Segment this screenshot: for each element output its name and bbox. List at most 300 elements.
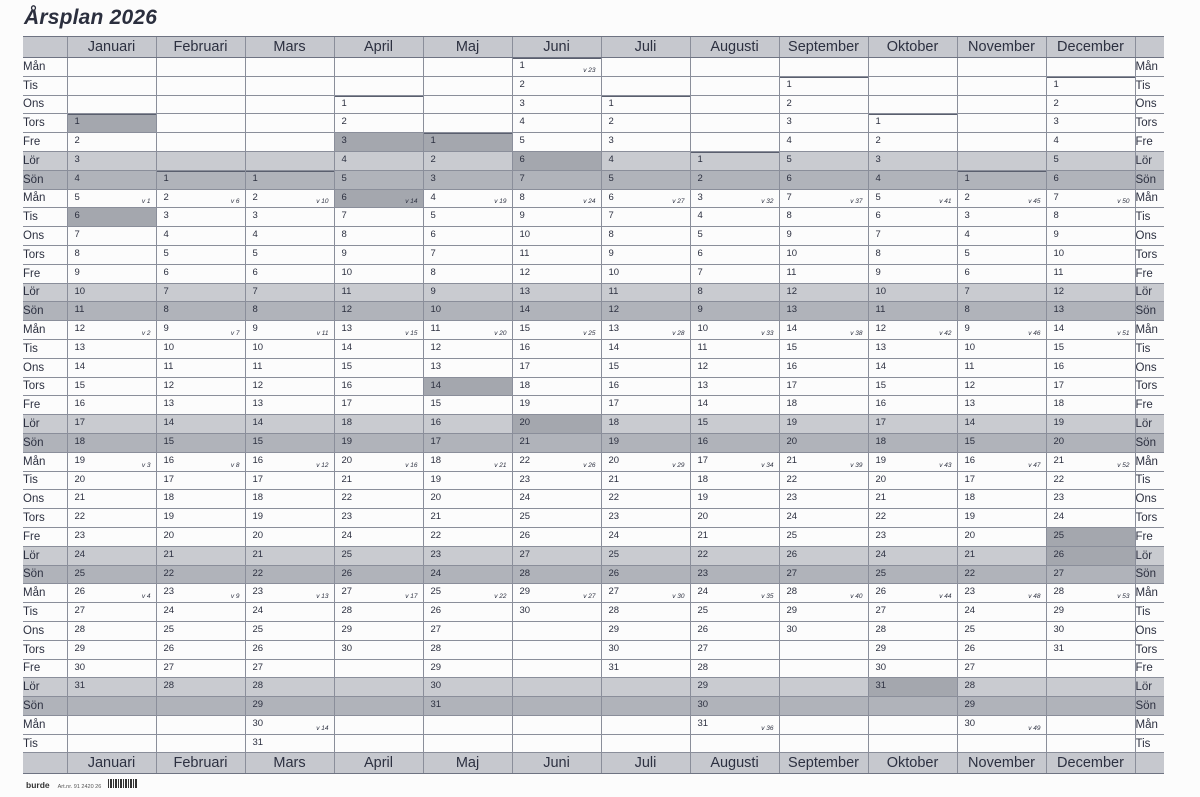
- day-cell: [957, 358, 1046, 377]
- day-number: 30: [430, 680, 442, 692]
- day-number: 4: [74, 172, 80, 184]
- day-cell: [779, 321, 868, 340]
- week-number: v 20: [494, 329, 507, 337]
- day-cell: [779, 584, 868, 603]
- day-cell: [601, 715, 690, 734]
- day-number: 23: [608, 511, 620, 523]
- day-number: 4: [519, 116, 525, 128]
- day-cell: [601, 415, 690, 434]
- week-number: v 30: [672, 593, 685, 601]
- day-cell: [601, 527, 690, 546]
- day-cell: [67, 715, 156, 734]
- weekday-label: Sön: [23, 433, 67, 452]
- day-cell: [957, 715, 1046, 734]
- day-number: 9: [964, 323, 970, 335]
- day-cell: [512, 715, 601, 734]
- day-cell: [423, 415, 512, 434]
- day-number: 15: [74, 379, 86, 391]
- week-number: v 17: [405, 593, 418, 601]
- day-cell: [67, 358, 156, 377]
- day-number: 8: [875, 247, 881, 259]
- day-cell: [156, 527, 245, 546]
- day-cell: [423, 659, 512, 678]
- day-cell: [245, 734, 334, 753]
- day-cell: [690, 76, 779, 95]
- week-number: v 32: [761, 198, 774, 206]
- day-number: 3: [1053, 116, 1059, 128]
- weekday-label: Mån: [1135, 584, 1164, 603]
- day-number: 3: [519, 97, 525, 109]
- day-number: 5: [519, 135, 525, 147]
- weekday-label: Tors: [1135, 114, 1164, 133]
- weekday-label: Tis: [23, 603, 67, 622]
- week-number: v 41: [939, 198, 952, 206]
- day-cell: [156, 245, 245, 264]
- day-number: 1: [964, 172, 970, 184]
- week-number: v 50: [1117, 198, 1130, 206]
- day-number: 19: [608, 435, 620, 447]
- day-cell: [67, 415, 156, 434]
- day-number: 27: [430, 623, 442, 635]
- day-cell: [423, 603, 512, 622]
- day-cell: [67, 734, 156, 753]
- day-number: 21: [430, 511, 442, 523]
- day-cell: [601, 227, 690, 246]
- day-cell: [957, 584, 1046, 603]
- day-number: 7: [519, 172, 525, 184]
- day-cell: [601, 302, 690, 321]
- day-number: 10: [163, 341, 175, 353]
- day-number: 19: [252, 511, 264, 523]
- weekday-label: Mån: [1135, 715, 1164, 734]
- day-number: 28: [608, 605, 620, 617]
- day-number: 24: [1053, 511, 1065, 523]
- day-number: 12: [341, 304, 353, 316]
- month-header: Augusti: [690, 753, 779, 774]
- day-cell: [512, 302, 601, 321]
- day-cell: [601, 283, 690, 302]
- weekday-label: Sön: [1135, 170, 1164, 189]
- weekday-label: Tis: [23, 734, 67, 753]
- day-number: 23: [1053, 492, 1065, 504]
- day-cell: [690, 621, 779, 640]
- day-cell: [156, 433, 245, 452]
- day-cell: [334, 621, 423, 640]
- day-cell: [779, 546, 868, 565]
- day-number: 17: [341, 398, 353, 410]
- day-number: 9: [74, 266, 80, 278]
- day-cell: [690, 321, 779, 340]
- day-cell: [156, 734, 245, 753]
- day-cell: [245, 302, 334, 321]
- day-cell: [334, 490, 423, 509]
- day-cell: [156, 415, 245, 434]
- day-number: 23: [74, 529, 86, 541]
- day-cell: [779, 621, 868, 640]
- weekday-label: Ons: [1135, 490, 1164, 509]
- day-number: 30: [519, 605, 531, 617]
- day-number: 7: [341, 210, 347, 222]
- day-number: 29: [608, 623, 620, 635]
- day-cell: [957, 678, 1046, 697]
- day-cell: [423, 527, 512, 546]
- day-number: 9: [163, 323, 169, 335]
- day-number: 25: [341, 548, 353, 560]
- weekday-label: Lör: [23, 415, 67, 434]
- month-header: Mars: [245, 37, 334, 58]
- day-cell: [1046, 95, 1135, 114]
- day-cell: [690, 189, 779, 208]
- day-number: 25: [1053, 529, 1065, 541]
- day-cell: [1046, 170, 1135, 189]
- day-number: 21: [163, 548, 175, 560]
- day-cell: [67, 640, 156, 659]
- day-cell: [245, 114, 334, 133]
- day-cell: [156, 302, 245, 321]
- day-number: 10: [519, 229, 531, 241]
- day-number: 13: [430, 360, 442, 372]
- day-cell: [67, 659, 156, 678]
- day-cell: [957, 415, 1046, 434]
- day-number: 26: [697, 623, 709, 635]
- day-number: 28: [74, 623, 86, 635]
- day-number: 1: [608, 97, 614, 109]
- day-number: 25: [252, 623, 264, 635]
- page-title: Årsplan 2026: [24, 6, 158, 29]
- calendar-row: [23, 433, 1164, 452]
- day-cell: [512, 95, 601, 114]
- day-cell: [156, 264, 245, 283]
- day-number: 7: [875, 229, 881, 241]
- day-cell: [245, 433, 334, 452]
- day-cell: [957, 603, 1046, 622]
- day-number: 8: [697, 285, 703, 297]
- week-number: v 52: [1117, 461, 1130, 469]
- day-number: 6: [163, 266, 169, 278]
- day-number: 8: [1053, 210, 1059, 222]
- weekday-label: Fre: [1135, 659, 1164, 678]
- day-cell: [868, 433, 957, 452]
- day-cell: [245, 396, 334, 415]
- calendar-row: [23, 339, 1164, 358]
- day-cell: [1046, 358, 1135, 377]
- day-number: 10: [875, 285, 887, 297]
- day-number: 29: [74, 642, 86, 654]
- week-number: v 16: [405, 461, 418, 469]
- day-number: 6: [608, 191, 614, 203]
- day-cell: [779, 227, 868, 246]
- weekday-label: Mån: [23, 584, 67, 603]
- day-number: 13: [74, 341, 86, 353]
- day-number: 16: [74, 398, 86, 410]
- day-cell: [601, 490, 690, 509]
- day-number: 8: [163, 304, 169, 316]
- day-number: 9: [608, 247, 614, 259]
- day-cell: [67, 321, 156, 340]
- day-number: 5: [697, 229, 703, 241]
- day-cell: [601, 339, 690, 358]
- day-cell: [245, 452, 334, 471]
- day-number: 18: [519, 379, 531, 391]
- day-cell: [1046, 245, 1135, 264]
- day-number: 21: [964, 548, 976, 560]
- day-number: 3: [163, 210, 169, 222]
- day-number: 24: [786, 511, 798, 523]
- weekday-label: Sön: [1135, 697, 1164, 716]
- calendar-row: [23, 659, 1164, 678]
- day-number: 21: [608, 473, 620, 485]
- day-number: 6: [697, 247, 703, 259]
- day-number: 2: [430, 153, 436, 165]
- day-cell: [1046, 734, 1135, 753]
- day-cell: [690, 603, 779, 622]
- day-number: 6: [430, 229, 436, 241]
- day-number: 27: [1053, 567, 1065, 579]
- day-number: 1: [875, 116, 881, 128]
- day-cell: [334, 95, 423, 114]
- day-cell: [779, 565, 868, 584]
- day-cell: [512, 377, 601, 396]
- day-cell: [156, 170, 245, 189]
- day-number: 3: [964, 210, 970, 222]
- day-number: 16: [875, 398, 887, 410]
- header-corner: [23, 753, 67, 774]
- day-cell: [156, 678, 245, 697]
- day-number: 10: [341, 266, 353, 278]
- day-number: 25: [875, 567, 887, 579]
- day-cell: [957, 189, 1046, 208]
- calendar-row: [23, 734, 1164, 753]
- day-cell: [423, 133, 512, 152]
- day-number: 17: [74, 417, 86, 429]
- day-cell: [957, 208, 1046, 227]
- day-cell: [957, 377, 1046, 396]
- day-number: 12: [786, 285, 798, 297]
- day-cell: [690, 490, 779, 509]
- day-cell: [512, 321, 601, 340]
- day-cell: [334, 415, 423, 434]
- day-number: 7: [608, 210, 614, 222]
- day-cell: [334, 452, 423, 471]
- weekday-label: Sön: [1135, 302, 1164, 321]
- day-cell: [1046, 151, 1135, 170]
- day-number: 20: [875, 473, 887, 485]
- day-cell: [779, 490, 868, 509]
- day-number: 13: [1053, 304, 1065, 316]
- week-number: v 14: [405, 198, 418, 206]
- day-cell: [779, 471, 868, 490]
- day-cell: [156, 509, 245, 528]
- day-cell: [690, 715, 779, 734]
- day-number: 2: [519, 78, 525, 90]
- day-cell: [423, 377, 512, 396]
- day-number: 19: [1053, 417, 1065, 429]
- day-number: 6: [875, 210, 881, 222]
- day-number: 18: [697, 473, 709, 485]
- day-number: 17: [964, 473, 976, 485]
- day-number: 10: [1053, 247, 1065, 259]
- day-number: 22: [875, 511, 887, 523]
- day-number: 13: [608, 323, 620, 335]
- day-cell: [512, 659, 601, 678]
- day-cell: [868, 358, 957, 377]
- day-cell: [690, 471, 779, 490]
- day-cell: [334, 734, 423, 753]
- day-number: 24: [252, 605, 264, 617]
- day-number: 25: [697, 605, 709, 617]
- day-number: 11: [964, 360, 975, 372]
- day-cell: [245, 697, 334, 716]
- day-number: 9: [430, 285, 436, 297]
- week-number: v 4: [141, 593, 151, 601]
- day-cell: [334, 678, 423, 697]
- weekday-label: Mån: [1135, 58, 1164, 77]
- day-cell: [690, 245, 779, 264]
- day-cell: [957, 151, 1046, 170]
- day-cell: [156, 114, 245, 133]
- day-cell: [512, 339, 601, 358]
- day-cell: [334, 527, 423, 546]
- month-header: Januari: [67, 37, 156, 58]
- weekday-label: Ons: [1135, 95, 1164, 114]
- day-number: 4: [786, 135, 792, 147]
- weekday-label: Tis: [1135, 208, 1164, 227]
- day-number: 25: [430, 586, 442, 598]
- day-number: 6: [1053, 172, 1059, 184]
- day-cell: [156, 208, 245, 227]
- week-number: v 40: [850, 593, 863, 601]
- day-cell: [156, 546, 245, 565]
- day-number: 22: [252, 567, 264, 579]
- day-number: 19: [875, 454, 887, 466]
- day-number: 31: [430, 699, 442, 711]
- day-cell: [512, 603, 601, 622]
- day-cell: [868, 678, 957, 697]
- day-cell: [423, 452, 512, 471]
- day-cell: [156, 321, 245, 340]
- day-cell: [957, 697, 1046, 716]
- day-cell: [67, 377, 156, 396]
- day-number: 29: [697, 680, 709, 692]
- day-number: 20: [430, 492, 442, 504]
- day-number: 27: [341, 586, 353, 598]
- day-cell: [1046, 283, 1135, 302]
- weekday-label: Tors: [23, 640, 67, 659]
- day-number: 17: [697, 454, 709, 466]
- day-number: 19: [519, 398, 531, 410]
- week-number: v 1: [141, 198, 151, 206]
- day-number: 11: [608, 285, 619, 297]
- day-cell: [601, 189, 690, 208]
- day-cell: [601, 245, 690, 264]
- day-number: 9: [341, 247, 347, 259]
- week-number: v 11: [316, 329, 329, 337]
- day-cell: [1046, 603, 1135, 622]
- day-number: 31: [608, 661, 620, 673]
- day-number: 26: [519, 529, 531, 541]
- calendar-row: [23, 302, 1164, 321]
- day-number: 16: [163, 454, 175, 466]
- day-number: 12: [875, 323, 887, 335]
- weekday-label: Lör: [1135, 151, 1164, 170]
- week-number: v 26: [583, 461, 596, 469]
- day-cell: [1046, 565, 1135, 584]
- day-number: 2: [1053, 97, 1059, 109]
- day-cell: [423, 565, 512, 584]
- day-number: 7: [1053, 191, 1059, 203]
- weekday-label: Sön: [23, 170, 67, 189]
- day-cell: [245, 678, 334, 697]
- weekday-label: Sön: [23, 697, 67, 716]
- day-cell: [690, 302, 779, 321]
- day-cell: [1046, 227, 1135, 246]
- day-cell: [690, 396, 779, 415]
- day-cell: [957, 659, 1046, 678]
- day-number: 27: [875, 605, 887, 617]
- day-number: 24: [608, 529, 620, 541]
- weekday-label: Mån: [23, 715, 67, 734]
- day-cell: [67, 527, 156, 546]
- day-number: 4: [608, 153, 614, 165]
- day-number: 20: [964, 529, 976, 541]
- day-number: 4: [163, 229, 169, 241]
- day-cell: [156, 452, 245, 471]
- day-number: 7: [74, 229, 80, 241]
- day-cell: [690, 659, 779, 678]
- day-cell: [868, 189, 957, 208]
- day-cell: [67, 452, 156, 471]
- day-number: 17: [519, 360, 531, 372]
- day-cell: [868, 697, 957, 716]
- day-cell: [1046, 584, 1135, 603]
- day-number: 2: [964, 191, 970, 203]
- calendar-row: [23, 76, 1164, 95]
- header-corner: [23, 37, 67, 58]
- day-number: 12: [1053, 285, 1065, 297]
- calendar-row: [23, 471, 1164, 490]
- day-cell: [512, 433, 601, 452]
- month-header: Maj: [423, 753, 512, 774]
- weekday-label: Tis: [23, 471, 67, 490]
- weekday-label: Tis: [1135, 603, 1164, 622]
- day-number: 6: [964, 266, 970, 278]
- week-number: v 14: [316, 724, 329, 732]
- day-cell: [601, 170, 690, 189]
- weekday-label: Lör: [23, 678, 67, 697]
- day-cell: [690, 95, 779, 114]
- day-cell: [957, 58, 1046, 77]
- weekday-label: Mån: [1135, 189, 1164, 208]
- day-number: 29: [341, 623, 353, 635]
- day-cell: [868, 283, 957, 302]
- day-cell: [868, 208, 957, 227]
- day-number: 24: [697, 586, 709, 598]
- day-cell: [245, 321, 334, 340]
- day-cell: [67, 565, 156, 584]
- day-cell: [67, 227, 156, 246]
- day-cell: [423, 227, 512, 246]
- month-header: Januari: [67, 753, 156, 774]
- header-corner: [1135, 37, 1164, 58]
- calendar-row: [23, 640, 1164, 659]
- day-number: 5: [74, 191, 80, 203]
- day-cell: [690, 565, 779, 584]
- day-number: 8: [341, 229, 347, 241]
- day-cell: [423, 58, 512, 77]
- day-number: 12: [163, 379, 175, 391]
- day-cell: [334, 227, 423, 246]
- day-cell: [334, 58, 423, 77]
